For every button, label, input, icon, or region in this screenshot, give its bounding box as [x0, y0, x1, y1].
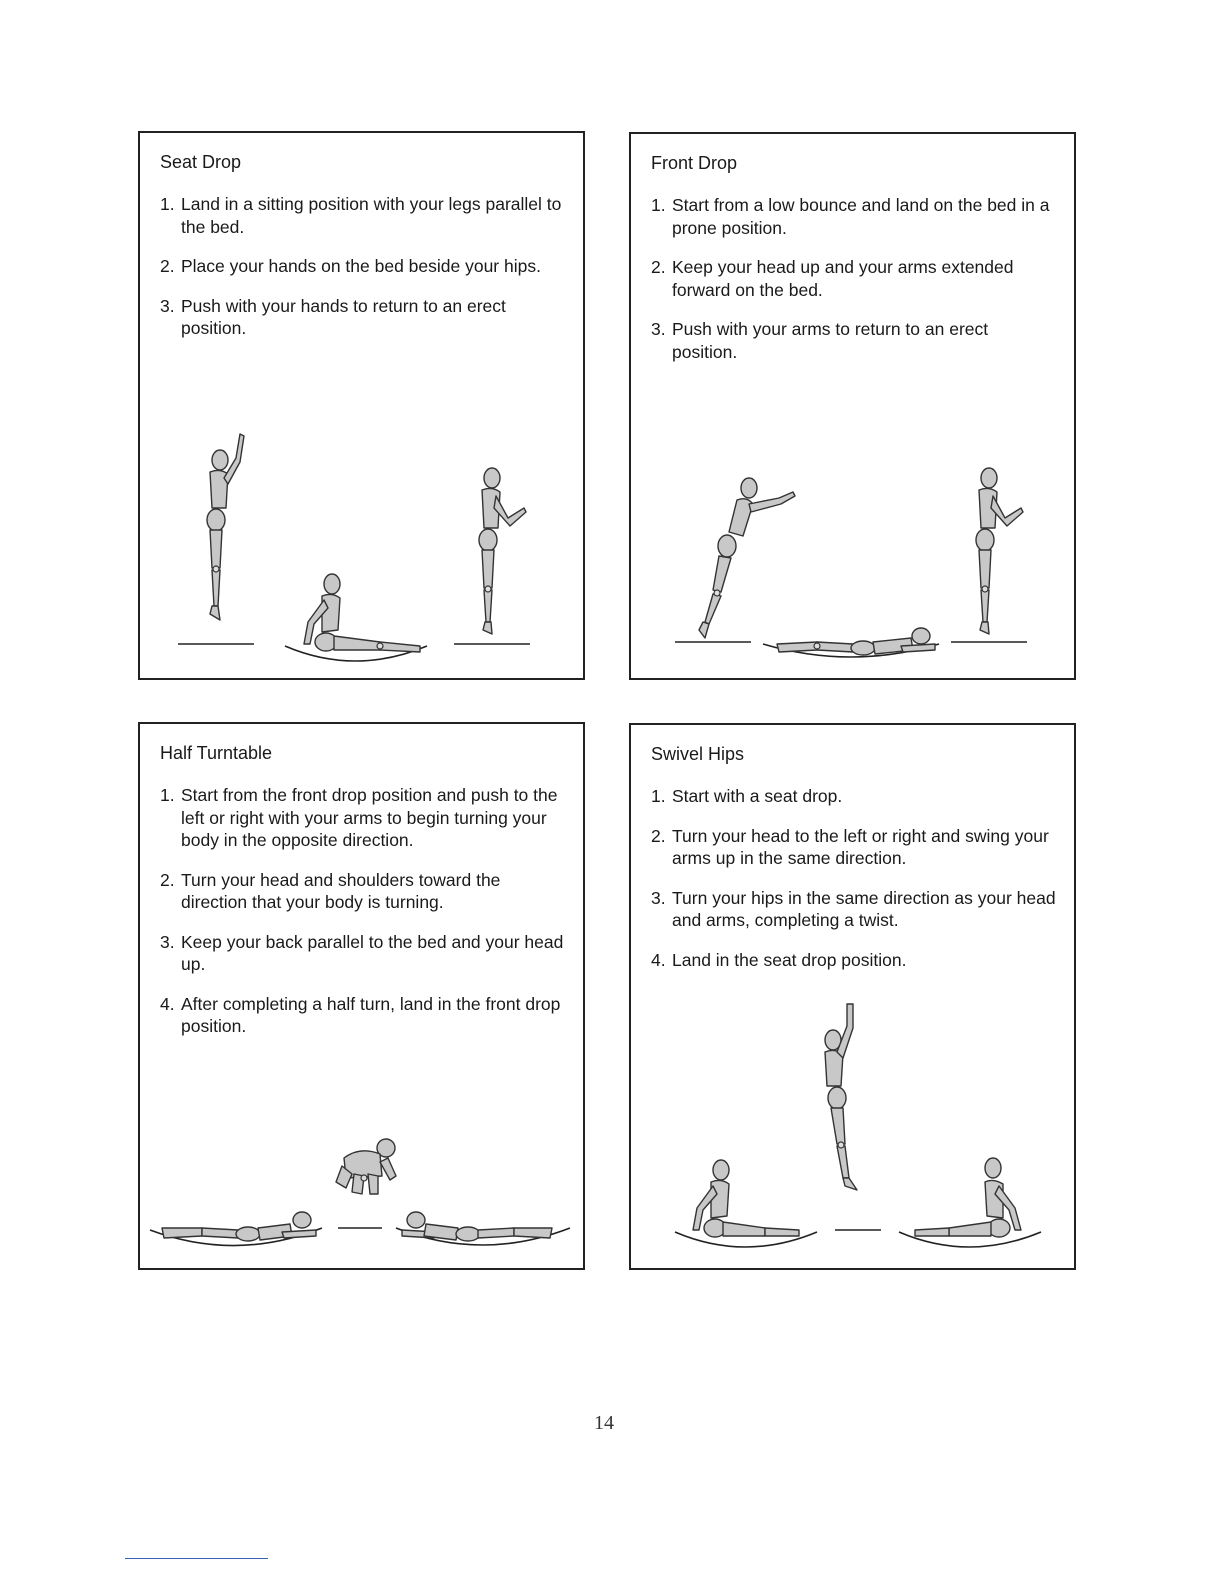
standing-figure — [479, 468, 526, 634]
seated-figure — [675, 1160, 817, 1247]
step-item — [651, 194, 1056, 239]
step-item — [160, 295, 565, 340]
front-drop-illustration — [631, 408, 1074, 678]
step-text: Start from a low bounce and land on the bed in a prone position. — [672, 195, 1050, 238]
step-list — [651, 785, 1056, 971]
seated-figure — [285, 574, 427, 661]
leaning-figure — [699, 478, 795, 638]
panel-title: Seat Drop — [160, 152, 242, 172]
step-number: 3. — [160, 931, 175, 952]
panel-title: Half Turntable — [160, 743, 273, 763]
step-number: 2. — [160, 869, 175, 890]
step-item — [160, 931, 565, 976]
step-text: After completing a half turn, land in the front drop position. — [181, 993, 561, 1036]
step-number: 3. — [160, 295, 175, 316]
standing-figure — [976, 468, 1023, 634]
turning-figure — [336, 1139, 396, 1194]
step-item — [160, 193, 565, 238]
step-item — [651, 825, 1056, 870]
step-text: Keep your back parallel to the bed and your head up. — [181, 931, 564, 974]
page-number: 14 — [594, 1412, 614, 1434]
prone-figure — [396, 1212, 570, 1245]
step-number: 4. — [651, 949, 666, 970]
panel-half-turntable — [138, 722, 585, 1270]
step-text: Land in the seat drop position. — [672, 949, 907, 970]
step-text: Start from the front drop position and push to the left or right with your arms to begin turning your body in the opposite direction. — [181, 785, 558, 850]
step-number: 2. — [651, 257, 666, 277]
step-number: 2. — [160, 256, 175, 276]
step-text: Place your hands on the bed beside your hips. — [181, 256, 541, 276]
panel-title: Front Drop — [651, 153, 738, 173]
step-item — [160, 784, 565, 852]
panel-title: Swivel Hips — [651, 744, 745, 764]
step-number: 3. — [651, 887, 666, 908]
swivel-hips-illustration — [631, 998, 1074, 1268]
step-item — [651, 887, 1056, 932]
step-text: Turn your head to the left or right and swing your arms up in the same direction. — [672, 825, 1049, 868]
seat-drop-illustration — [140, 408, 583, 678]
prone-figure — [150, 1212, 322, 1246]
step-number: 4. — [160, 993, 175, 1014]
step-text: Start with a seat drop. — [672, 786, 843, 806]
step-text: Push with your hands to return to an erect position. — [181, 295, 506, 338]
step-number: 1. — [651, 195, 666, 215]
step-list — [651, 194, 1056, 363]
step-text: Push with your arms to return to an erect position. — [672, 319, 989, 362]
panel-swivel-hips — [629, 723, 1076, 1270]
seated-figure — [899, 1158, 1041, 1247]
step-item — [651, 949, 1056, 972]
step-item — [651, 256, 1056, 301]
step-item — [160, 255, 565, 278]
step-text: Turn your hips in the same direction as your head and arms, completing a twist. — [672, 887, 1056, 930]
step-text: Keep your head up and your arms extended forward on the bed. — [672, 257, 1014, 300]
step-number: 1. — [160, 194, 175, 214]
step-item — [651, 785, 1056, 808]
footnote-rule — [125, 1558, 268, 1559]
step-number: 1. — [651, 786, 666, 806]
step-number: 2. — [651, 825, 666, 846]
step-list — [160, 193, 565, 340]
step-number: 3. — [651, 319, 666, 339]
step-item — [651, 318, 1056, 363]
step-item — [160, 869, 565, 914]
jumping-figure — [207, 434, 244, 620]
step-text: Turn your head and shoulders toward the direction that your body is turning. — [181, 869, 501, 912]
twisting-figure — [825, 1004, 857, 1190]
half-turntable-illustration — [140, 998, 583, 1268]
step-text: Land in a sitting position with your legs parallel to the bed. — [181, 194, 562, 237]
panel-front-drop — [629, 132, 1076, 680]
step-number: 1. — [160, 785, 175, 805]
prone-figure — [763, 628, 939, 657]
panel-seat-drop — [138, 131, 585, 680]
